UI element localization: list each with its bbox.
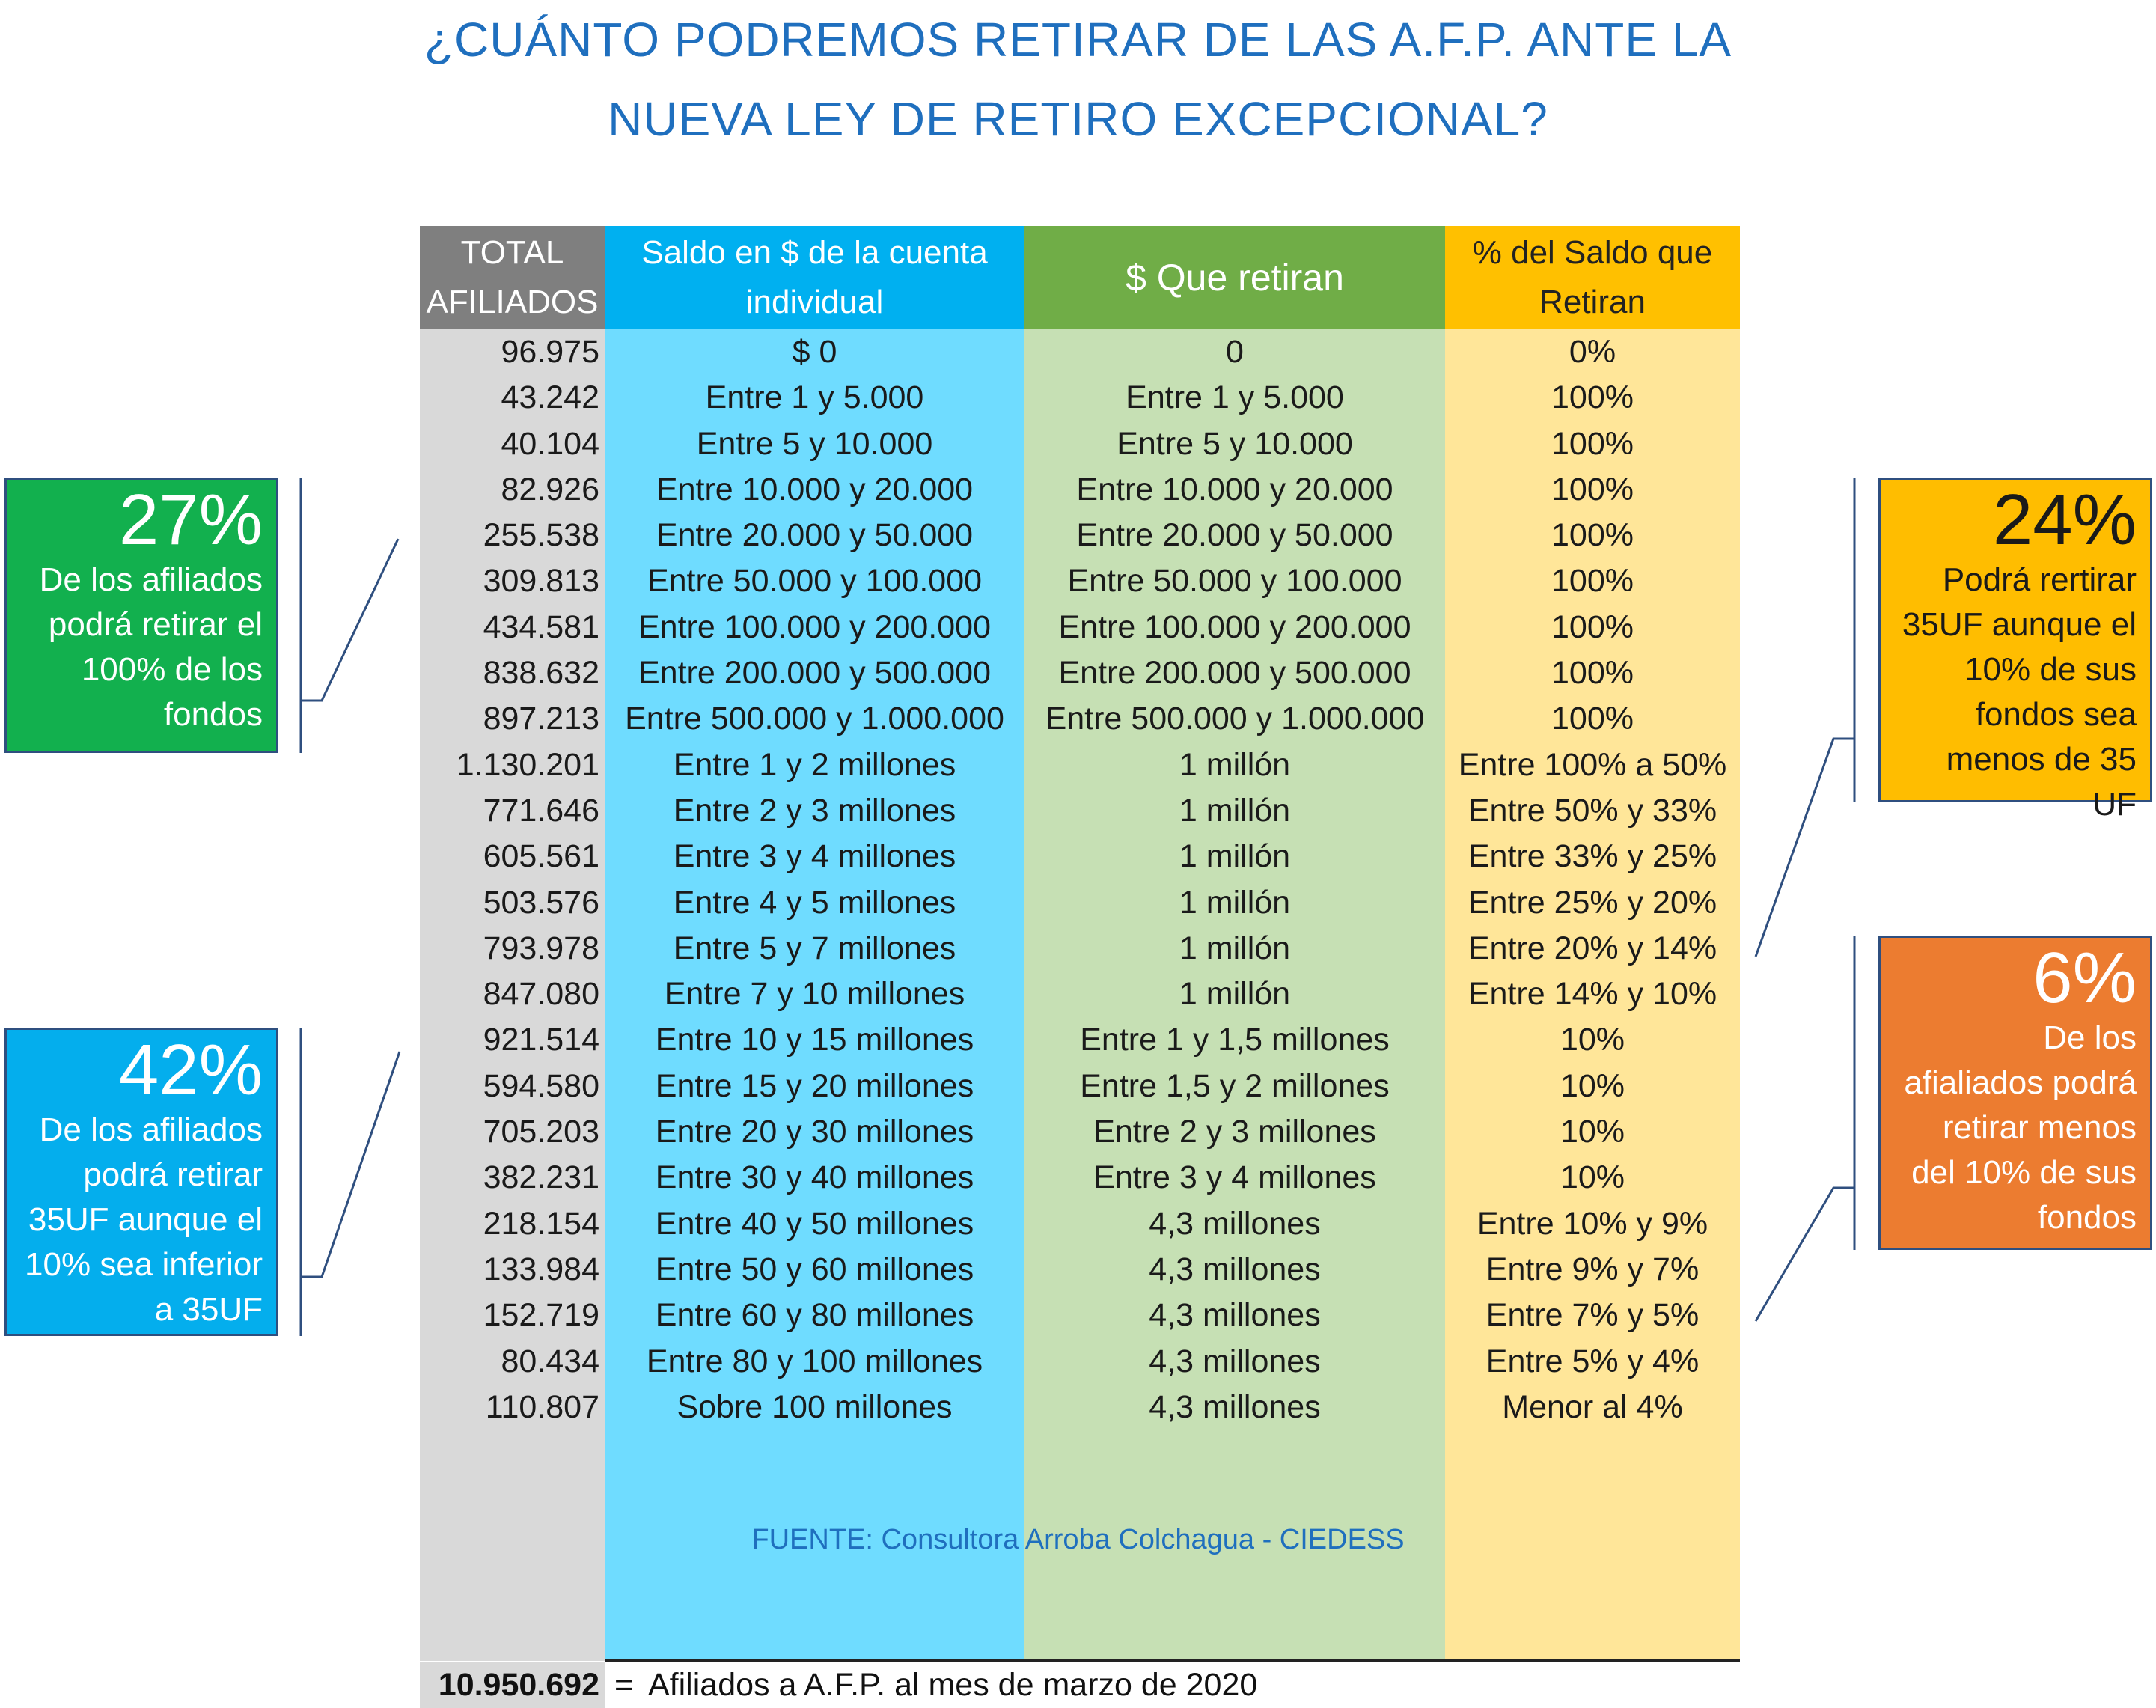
- cell-total-afiliados: 96.975: [501, 334, 599, 370]
- cell-total-afiliados: 382.231: [483, 1159, 599, 1196]
- cell-total-afiliados: 847.080: [483, 976, 599, 1013]
- callout-text: De los afiliados: [39, 561, 263, 598]
- cell-saldo: Sobre 100 millones: [677, 1388, 953, 1425]
- cell-porcentaje: Entre 14% y 10%: [1468, 976, 1717, 1013]
- table-row: [420, 1339, 1740, 1385]
- table-row: [420, 972, 1740, 1017]
- table-row: [420, 467, 1740, 513]
- callout-text: 35UF aunque el: [28, 1201, 263, 1238]
- callout-text: De los: [2043, 1019, 2137, 1056]
- cell-porcentaje: 100%: [1551, 517, 1634, 554]
- cell-que-retiran: 4,3 millones: [1149, 1343, 1321, 1379]
- cell-porcentaje: 10%: [1560, 1067, 1625, 1104]
- cell-que-retiran: 1 millón: [1179, 884, 1291, 921]
- callout-text: podrá retirar el: [48, 606, 263, 643]
- source-note: FUENTE: Consultora Arroba Colchagua - CIEDESS: [751, 1524, 1405, 1555]
- callout-text: 100% de los: [81, 651, 263, 688]
- cell-total-afiliados: 152.719: [483, 1297, 599, 1334]
- cell-saldo: Entre 80 y 100 millones: [646, 1343, 983, 1379]
- cell-porcentaje: 100%: [1551, 425, 1634, 462]
- header-total-afiliados: [420, 226, 605, 329]
- cell-que-retiran: Entre 1 y 5.000: [1126, 379, 1344, 416]
- callout-text: fondos: [2037, 1199, 2137, 1236]
- cell-total-afiliados: 133.984: [483, 1251, 599, 1287]
- cell-que-retiran: Entre 50.000 y 100.000: [1067, 563, 1402, 600]
- cell-saldo: $ 0: [792, 334, 837, 370]
- cell-porcentaje: 100%: [1551, 379, 1634, 416]
- cell-que-retiran: Entre 5 y 10.000: [1117, 425, 1353, 462]
- cell-porcentaje: Entre 7% y 5%: [1485, 1297, 1700, 1334]
- callout-6-percent: [1878, 936, 2152, 1250]
- callout-text: fondos sea: [1975, 696, 2137, 733]
- cell-que-retiran: Entre 500.000 y 1.000.000: [1045, 701, 1425, 737]
- cell-que-retiran: 1 millón: [1179, 792, 1291, 829]
- cell-porcentaje: Entre 5% y 4%: [1485, 1343, 1700, 1379]
- header-text: Saldo en $ de la cuenta: [641, 234, 988, 271]
- header-saldo: [605, 226, 1024, 329]
- cell-que-retiran: Entre 200.000 y 500.000: [1058, 655, 1411, 692]
- table-row: [420, 1201, 1740, 1247]
- cell-que-retiran: 4,3 millones: [1149, 1205, 1321, 1242]
- callout-27-percent: [4, 478, 278, 753]
- cell-total-afiliados: 40.104: [501, 425, 599, 462]
- table-row: [420, 558, 1740, 604]
- title-line-2: NUEVA LEY DE RETIRO EXCEPCIONAL?: [608, 92, 1548, 146]
- table-row: [420, 605, 1740, 650]
- table-row: [420, 650, 1740, 696]
- cell-saldo: Entre 7 y 10 millones: [664, 976, 965, 1013]
- bracket-right-top-pointer: [1756, 739, 1854, 957]
- callout-42-percent: [4, 1028, 278, 1336]
- cell-porcentaje: Entre 50% y 33%: [1468, 792, 1717, 829]
- cell-total-afiliados: 503.576: [483, 884, 599, 921]
- cell-total-afiliados: 1.130.201: [456, 746, 599, 783]
- cell-porcentaje: Entre 25% y 20%: [1468, 884, 1717, 921]
- cell-que-retiran: Entre 3 y 4 millones: [1093, 1159, 1376, 1196]
- cell-total-afiliados: 838.632: [483, 655, 599, 692]
- table-row: [420, 834, 1740, 879]
- cell-que-retiran: 4,3 millones: [1149, 1388, 1321, 1425]
- cell-saldo: Entre 4 y 5 millones: [673, 884, 956, 921]
- table-row: [420, 1064, 1740, 1109]
- cell-total-afiliados: 309.813: [483, 563, 599, 600]
- cell-total-afiliados: 605.561: [483, 838, 599, 875]
- table-row: [420, 1293, 1740, 1338]
- cell-total-afiliados: 82.926: [501, 471, 599, 507]
- cell-saldo: Entre 15 y 20 millones: [655, 1067, 974, 1104]
- bracket-left-top-pointer: [301, 539, 398, 701]
- cell-que-retiran: Entre 1,5 y 2 millones: [1080, 1067, 1390, 1104]
- header-text: Retiran: [1539, 284, 1646, 320]
- cell-porcentaje: 100%: [1551, 609, 1634, 645]
- cell-saldo: Entre 1 y 5.000: [705, 379, 924, 416]
- cell-porcentaje: Entre 33% y 25%: [1468, 838, 1717, 875]
- table-row: [420, 1385, 1740, 1430]
- cell-porcentaje: 10%: [1560, 1159, 1625, 1196]
- callout-percent: 24%: [1992, 480, 2137, 560]
- cell-total-afiliados: 897.213: [483, 701, 599, 737]
- cell-total-afiliados: 705.203: [483, 1114, 599, 1150]
- cell-porcentaje: 100%: [1551, 655, 1634, 692]
- cell-porcentaje: Entre 9% y 7%: [1485, 1251, 1700, 1287]
- callout-text: 10% de sus: [1964, 651, 2137, 688]
- cell-saldo: Entre 50 y 60 millones: [655, 1251, 974, 1287]
- cell-saldo: Entre 60 y 80 millones: [655, 1297, 974, 1334]
- cell-porcentaje: 100%: [1551, 471, 1634, 507]
- cell-total-afiliados: 43.242: [501, 379, 599, 416]
- header-text: individual: [745, 284, 884, 320]
- callout-text: del 10% de sus: [1911, 1154, 2137, 1191]
- cell-total-afiliados: 921.514: [483, 1022, 599, 1058]
- callout-percent: 42%: [118, 1030, 263, 1110]
- cell-total-afiliados: 255.538: [483, 517, 599, 554]
- callout-text: De los afiliados: [39, 1111, 263, 1148]
- cell-total-afiliados: 594.580: [483, 1067, 599, 1104]
- cell-que-retiran: 4,3 millones: [1149, 1297, 1321, 1334]
- header-text: TOTAL: [460, 234, 564, 271]
- table-row: [420, 926, 1740, 972]
- table-row: [420, 1017, 1740, 1063]
- cell-porcentaje: Menor al 4%: [1502, 1388, 1683, 1425]
- cell-que-retiran: Entre 2 y 3 millones: [1093, 1114, 1376, 1150]
- total-equals: =: [614, 1667, 634, 1703]
- table-row: [420, 880, 1740, 926]
- table-row: [420, 375, 1740, 421]
- header-text: % del Saldo que: [1472, 234, 1713, 271]
- table-row: [420, 742, 1740, 788]
- table-row: [420, 1247, 1740, 1293]
- header-text: AFILIADOS: [426, 284, 599, 320]
- cell-que-retiran: 1 millón: [1179, 746, 1291, 783]
- cell-saldo: Entre 5 y 10.000: [696, 425, 933, 462]
- table-row: [420, 329, 1740, 375]
- title-line-1: ¿CUÁNTO PODREMOS RETIRAR DE LAS A.F.P. ANTE LA: [424, 13, 1732, 67]
- table-row: [420, 788, 1740, 834]
- cell-porcentaje: 10%: [1560, 1114, 1625, 1150]
- cell-que-retiran: 1 millón: [1179, 930, 1291, 966]
- cell-que-retiran: 1 millón: [1179, 976, 1291, 1013]
- page-title: [0, 0, 2156, 159]
- callout-text: fondos: [163, 696, 263, 733]
- bracket-left-bottom-pointer: [301, 1052, 400, 1277]
- cell-total-afiliados: 793.978: [483, 930, 599, 966]
- header-text: $ Que retiran: [1126, 257, 1344, 299]
- callout-text: menos de 35 UF: [1946, 741, 2137, 823]
- total-afiliados-label: Afiliados a A.F.P. al mes de marzo de 2020: [648, 1667, 1258, 1703]
- cell-que-retiran: 1 millón: [1179, 838, 1291, 875]
- callout-percent: 6%: [2033, 938, 2137, 1018]
- bracket-right-bottom-pointer: [1756, 1188, 1854, 1321]
- cell-saldo: Entre 500.000 y 1.000.000: [625, 701, 1004, 737]
- cell-saldo: Entre 3 y 4 millones: [673, 838, 956, 875]
- cell-total-afiliados: 771.646: [483, 792, 599, 829]
- table-body: [420, 329, 1740, 1430]
- callout-text: 35UF aunque el: [1902, 606, 2137, 643]
- cell-porcentaje: 100%: [1551, 563, 1634, 600]
- cell-porcentaje: Entre 10% y 9%: [1476, 1205, 1708, 1242]
- callout-text: podrá retirar: [83, 1156, 263, 1193]
- callout-text: retirar menos: [1942, 1109, 2137, 1146]
- cell-total-afiliados: 218.154: [483, 1205, 599, 1242]
- table-row: [420, 513, 1740, 558]
- cell-porcentaje: 10%: [1560, 1022, 1625, 1058]
- cell-saldo: Entre 50.000 y 100.000: [647, 563, 983, 600]
- cell-que-retiran: 4,3 millones: [1149, 1251, 1321, 1287]
- cell-que-retiran: Entre 100.000 y 200.000: [1058, 609, 1411, 645]
- table-row: [420, 421, 1740, 467]
- cell-total-afiliados: 434.581: [483, 609, 599, 645]
- cell-saldo: Entre 5 y 7 millones: [673, 930, 956, 966]
- callout-text: 10% sea inferior: [25, 1246, 263, 1283]
- cell-saldo: Entre 1 y 2 millones: [673, 746, 956, 783]
- callout-text: afialiados podrá: [1904, 1064, 2137, 1101]
- cell-saldo: Entre 20 y 30 millones: [655, 1114, 974, 1150]
- table-row: [420, 1155, 1740, 1201]
- cell-total-afiliados: 110.807: [485, 1388, 599, 1425]
- table-row: [420, 1109, 1740, 1155]
- cell-que-retiran: Entre 1 y 1,5 millones: [1080, 1022, 1390, 1058]
- cell-saldo: Entre 40 y 50 millones: [655, 1205, 974, 1242]
- cell-saldo: Entre 2 y 3 millones: [673, 792, 956, 829]
- total-afiliados-value: 10.950.692: [438, 1667, 599, 1703]
- cell-que-retiran: 0: [1226, 334, 1244, 370]
- cell-saldo: Entre 20.000 y 50.000: [656, 517, 974, 554]
- cell-porcentaje: 0%: [1569, 334, 1616, 370]
- cell-que-retiran: Entre 10.000 y 20.000: [1076, 471, 1393, 507]
- callout-percent: 27%: [118, 480, 263, 560]
- cell-porcentaje: Entre 20% y 14%: [1468, 930, 1717, 966]
- cell-que-retiran: Entre 20.000 y 50.000: [1076, 517, 1393, 554]
- callout-text: Podrá rertirar: [1942, 561, 2137, 598]
- cell-total-afiliados: 80.434: [501, 1343, 599, 1379]
- cell-porcentaje: Entre 100% a 50%: [1458, 746, 1727, 783]
- cell-porcentaje: 100%: [1551, 701, 1634, 737]
- cell-saldo: Entre 10.000 y 20.000: [656, 471, 974, 507]
- table-row: [420, 696, 1740, 742]
- cell-saldo: Entre 30 y 40 millones: [655, 1159, 974, 1196]
- cell-saldo: Entre 100.000 y 200.000: [638, 609, 991, 645]
- cell-saldo: Entre 200.000 y 500.000: [638, 655, 991, 692]
- cell-saldo: Entre 10 y 15 millones: [655, 1022, 974, 1058]
- callout-text: a 35UF: [154, 1291, 263, 1328]
- header-que-retiran: [1024, 226, 1445, 329]
- header-porcentaje: [1445, 226, 1740, 329]
- callout-24-percent: [1878, 478, 2152, 823]
